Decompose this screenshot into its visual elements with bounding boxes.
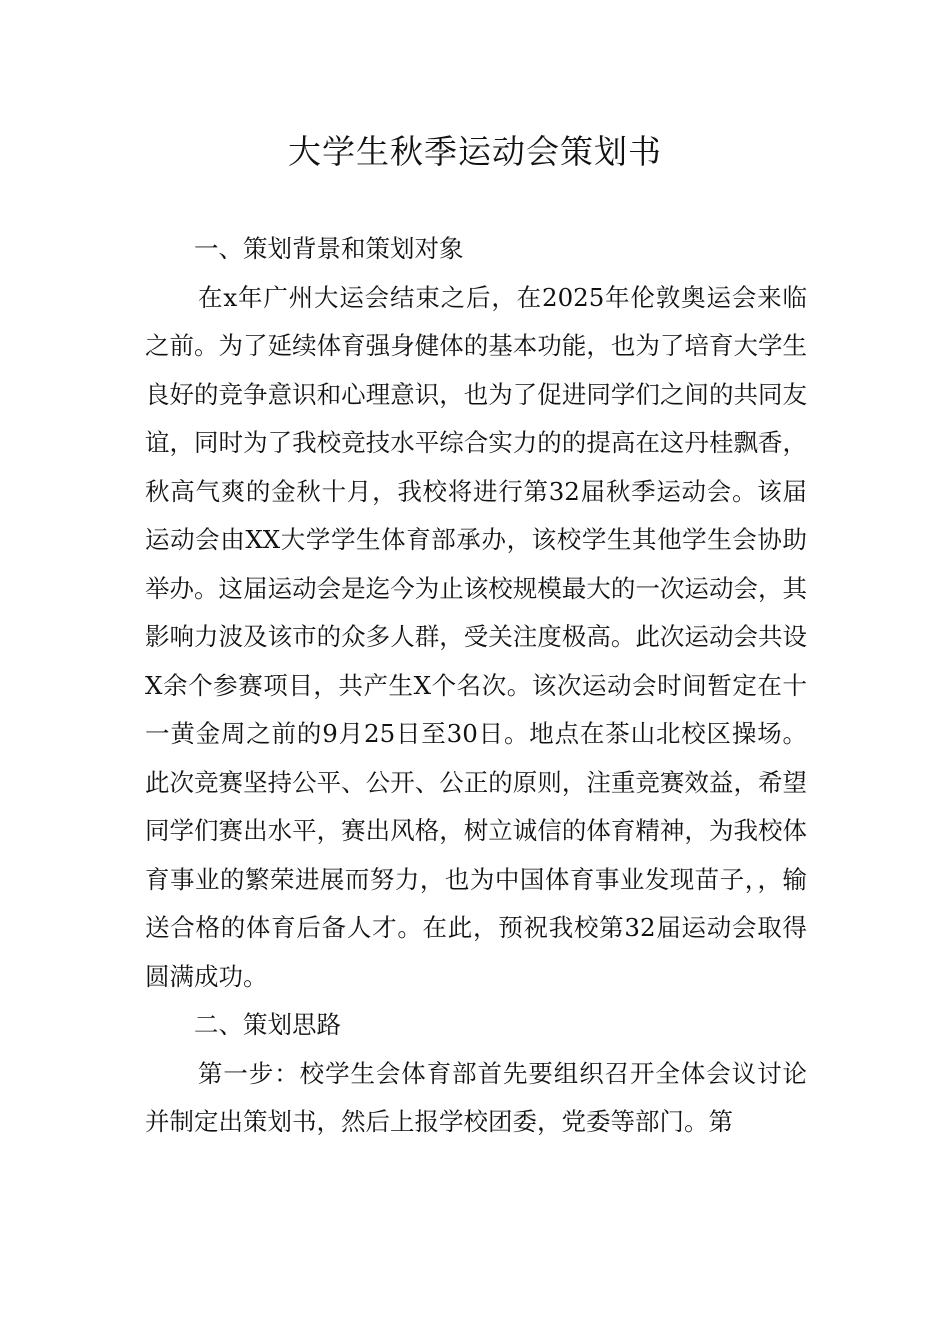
body-paragraph: 第一步：校学生会体育部首先要组织召开全体会议讨论并制定出策划书，然后上报学校团委，党委等部门。第 <box>145 1058 807 1136</box>
section-heading: 二、策划思路 <box>194 1010 341 1039</box>
body-paragraph: 在x年广州大运会结束之后，在2025年伦敦奥运会来临之前。为了延续体育强身健体的基本功能，也为了培育大学生良好的竞争意识和心理意识，也为了促进同学们之间的共同友谊，同时为了我校竞技水平综合实力的的提高在这丹桂飘香，秋高气爽的金秋十月，我校将进行第32届秋季运动会。该届运动会由XX大学学生体育部承办，该校学生其他学生会协助举办。这届运动会是迄今为止该校规模最大的一次运动会，其影响力波及该市的众多人群，受关注度极高。此次运动会共设X余个参赛项目，共产生X个名次。该次运动会时间暂定在十一黄金周之前的9月25日至30日。地点在茶山北校区操场。此次竞赛坚持公平、公开、公正的原则，注重竞赛效益，希望同学们赛出水平，赛出风格，树立诚信的体育精神，为我校体育事业的繁荣进展而努力，也为中国体育事业发现苗子，，输送合格的体育后备人才。在此，预祝我校第32届运动会取得圆满成功。 <box>145 282 807 991</box>
document-body <box>145 225 807 1147</box>
section-heading: 一、策划背景和策划对象 <box>194 234 464 263</box>
document-title: 大学生秋季运动会策划书 <box>288 132 662 171</box>
